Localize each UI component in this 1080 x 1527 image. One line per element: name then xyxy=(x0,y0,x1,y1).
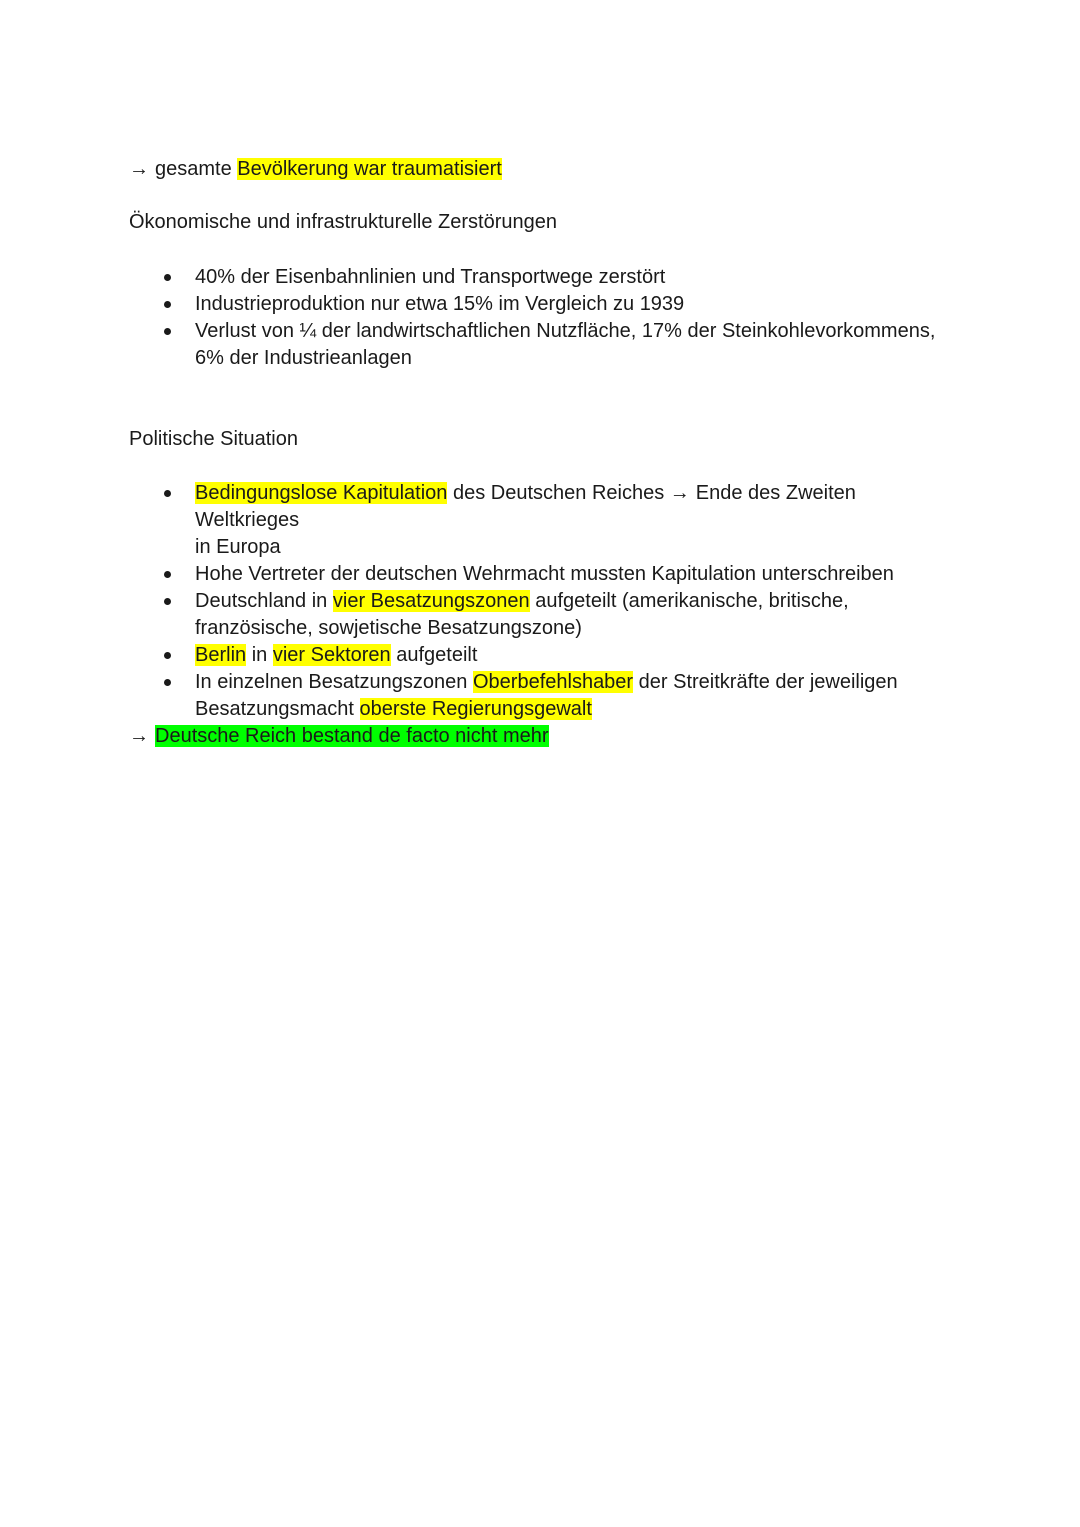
list-item-line: Verlust von ¼ der landwirtschaftlichen Nutzfläche, 17% der Steinkohlevorkommens, xyxy=(195,320,936,342)
list-item-text: in Europa xyxy=(195,536,281,558)
highlight-text: oberste Regierungsgewalt xyxy=(359,698,592,720)
section2-heading: Politische Situation xyxy=(129,428,298,450)
list-item xyxy=(160,642,960,669)
list-item xyxy=(160,318,960,372)
list-item-text: französische, sowjetische Besatzungszone) xyxy=(195,617,582,639)
list-item xyxy=(160,669,960,723)
list-item-text: der Streitkräfte der jeweiligen xyxy=(638,671,898,693)
conclusion-highlight: Deutsche Reich bestand de facto nicht mehr xyxy=(155,725,549,747)
arrow-icon: → xyxy=(129,158,149,180)
intro-highlight: Bevölkerung war traumatisiert xyxy=(237,158,502,180)
list-item-text: aufgeteilt (amerikanische, britische, xyxy=(535,590,849,612)
arrow-icon: → xyxy=(669,482,690,504)
list-item xyxy=(160,480,960,561)
list-item-text: in xyxy=(251,644,268,666)
list-item-text: Ende des Zweiten Weltkrieges xyxy=(195,482,856,531)
list-item: Industrieproduktion nur etwa 15% im Vergleich zu 1939 xyxy=(160,291,960,318)
highlight-text: vier Besatzungszonen xyxy=(332,590,530,612)
list-item-text: des Deutschen Reiches xyxy=(452,482,665,504)
list-item xyxy=(160,588,960,642)
list-item-text: Deutschland in xyxy=(195,590,328,612)
list-item-text: Besatzungsmacht xyxy=(195,698,354,720)
section1-list xyxy=(160,264,960,372)
intro-text: gesamte xyxy=(155,158,232,180)
list-item-text: aufgeteilt xyxy=(396,644,478,666)
list-item-line: 6% der Industrieanlagen xyxy=(195,347,412,369)
highlight-text: Bedingungslose Kapitulation xyxy=(195,482,448,504)
arrow-icon: → xyxy=(129,725,149,747)
highlight-text: Berlin xyxy=(195,644,247,666)
conclusion-line xyxy=(129,723,549,750)
list-item: Hohe Vertreter der deutschen Wehrmacht mussten Kapitulation unterschreiben xyxy=(160,561,960,588)
section1-heading: Ökonomische und infrastrukturelle Zerstörungen xyxy=(129,211,557,233)
highlight-text: vier Sektoren xyxy=(272,644,391,666)
intro-line xyxy=(129,156,502,183)
section2-list xyxy=(160,480,960,723)
list-item-text: In einzelnen Besatzungszonen xyxy=(195,671,468,693)
list-item: 40% der Eisenbahnlinien und Transportwege zerstört xyxy=(160,264,960,291)
highlight-text: Oberbefehlshaber xyxy=(472,671,634,693)
